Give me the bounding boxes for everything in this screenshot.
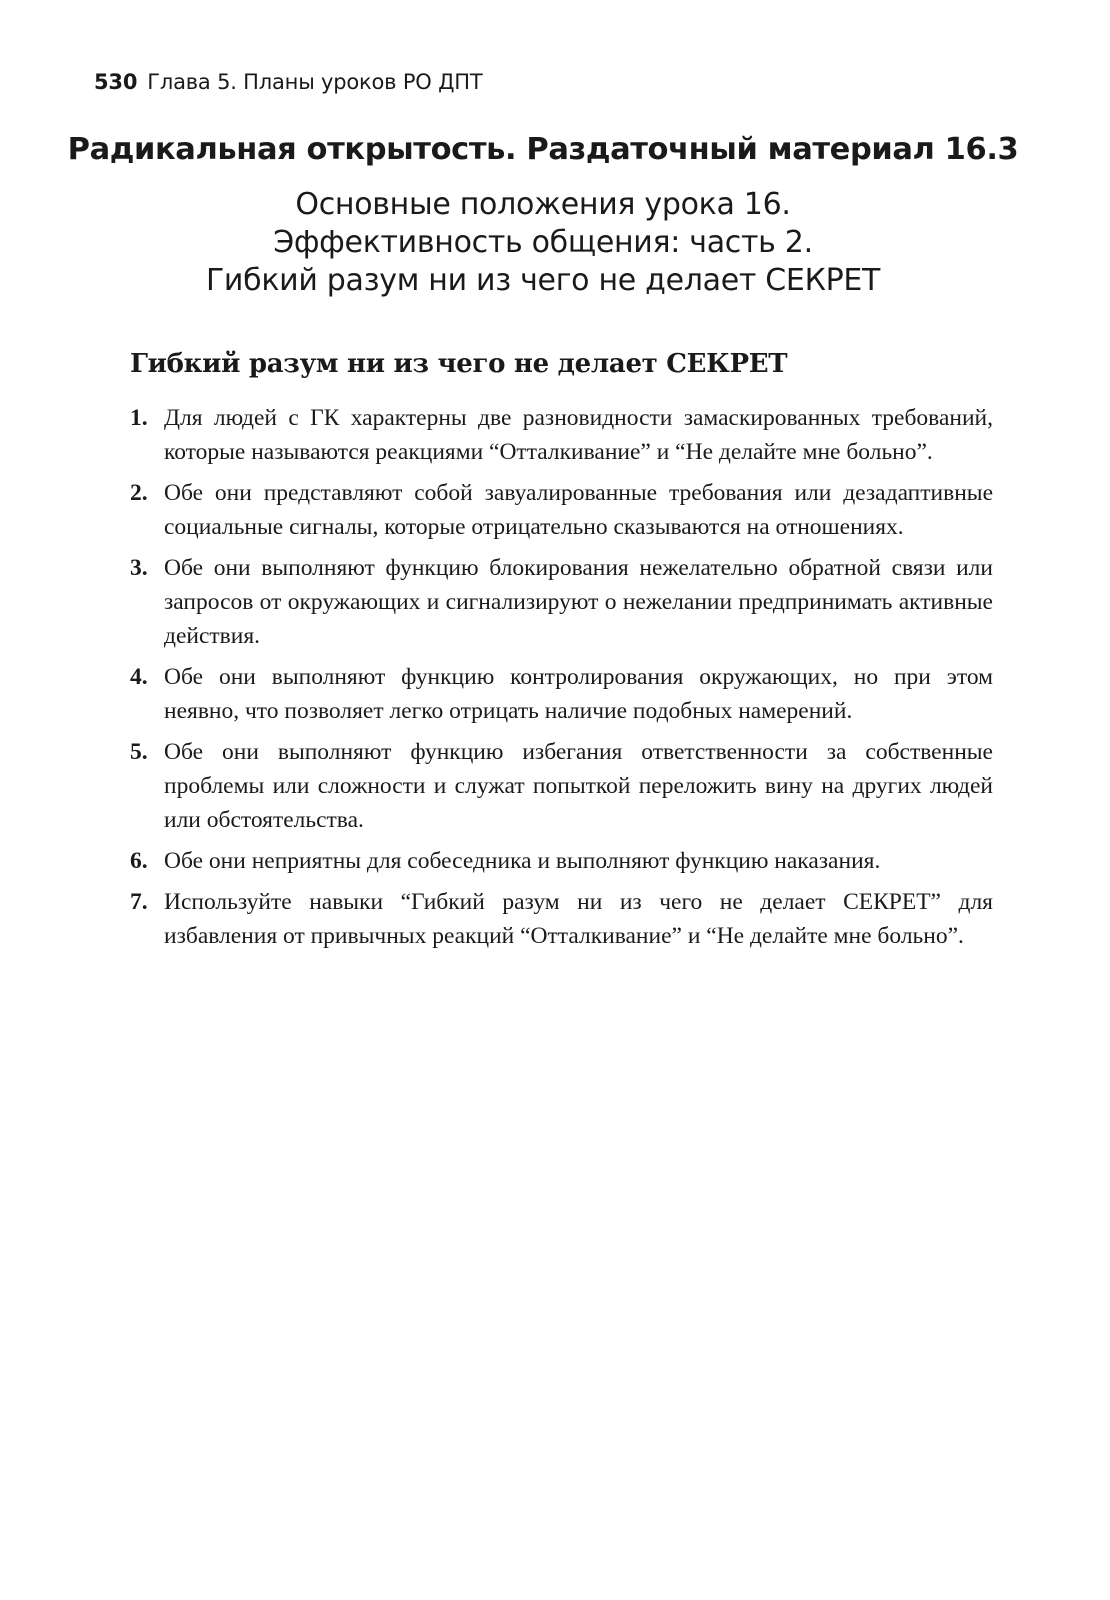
item-number: 3. <box>130 555 148 581</box>
list-item <box>130 660 993 728</box>
subtitle <box>0 186 1086 300</box>
item-number: 5. <box>130 739 148 765</box>
list-item <box>130 401 993 469</box>
numbered-list <box>130 401 993 960</box>
item-text: Обе они выполняют функцию блокирования нежелательно обратной связи или запросов от окружающих и сигнализируют о нежелании предпринимать активные действия. <box>164 555 993 649</box>
item-number: 6. <box>130 848 148 874</box>
running-head <box>94 70 483 94</box>
page-number: 530 <box>94 70 138 94</box>
list-item <box>130 551 993 653</box>
item-text: Обе они представляют собой завуалированные требования или дезадаптивные социальные сигналы, которые отрицательно сказываются на отношениях. <box>164 480 993 540</box>
list-item <box>130 735 993 837</box>
list-item <box>130 476 993 544</box>
item-number: 2. <box>130 480 148 506</box>
list-item <box>130 885 993 953</box>
item-text: Обе они неприятны для собеседника и выполняют функцию наказания. <box>164 848 881 874</box>
item-number: 1. <box>130 405 148 431</box>
item-text: Для людей с ГК характерны две разновидности замаскированных требований, которые называются реакциями “Отталкивание” и “Не делайте мне больно”. <box>164 405 993 465</box>
item-number: 4. <box>130 664 148 690</box>
item-text: Обе они выполняют функцию контролирования окружающих, но при этом неявно, что позволяет легко отрицать наличие подобных намерений. <box>164 664 993 724</box>
list-item <box>130 844 993 878</box>
item-text: Используйте навыки “Гибкий разум ни из чего не делает СЕКРЕТ” для избавления от привычных реакций “Отталкивание” и “Не делайте мне больно”. <box>164 889 993 949</box>
subtitle-line: Гибкий разум ни из чего не делает СЕКРЕТ <box>205 263 881 298</box>
subtitle-line: Эффективность общения: часть 2. <box>273 225 813 260</box>
handout-title: Радикальная открытость. Раздаточный материал 16.3 <box>67 132 1019 167</box>
item-number: 7. <box>130 889 148 915</box>
item-text: Обе они выполняют функцию избегания ответственности за собственные проблемы или сложности и служат попыткой переложить вину на других людей или обстоятельства. <box>164 739 993 833</box>
section-heading: Гибкий разум ни из чего не делает СЕКРЕТ <box>130 349 788 379</box>
subtitle-line: Основные положения урока 16. <box>295 187 791 222</box>
chapter-title: Глава 5. Планы уроков РО ДПТ <box>147 70 483 94</box>
